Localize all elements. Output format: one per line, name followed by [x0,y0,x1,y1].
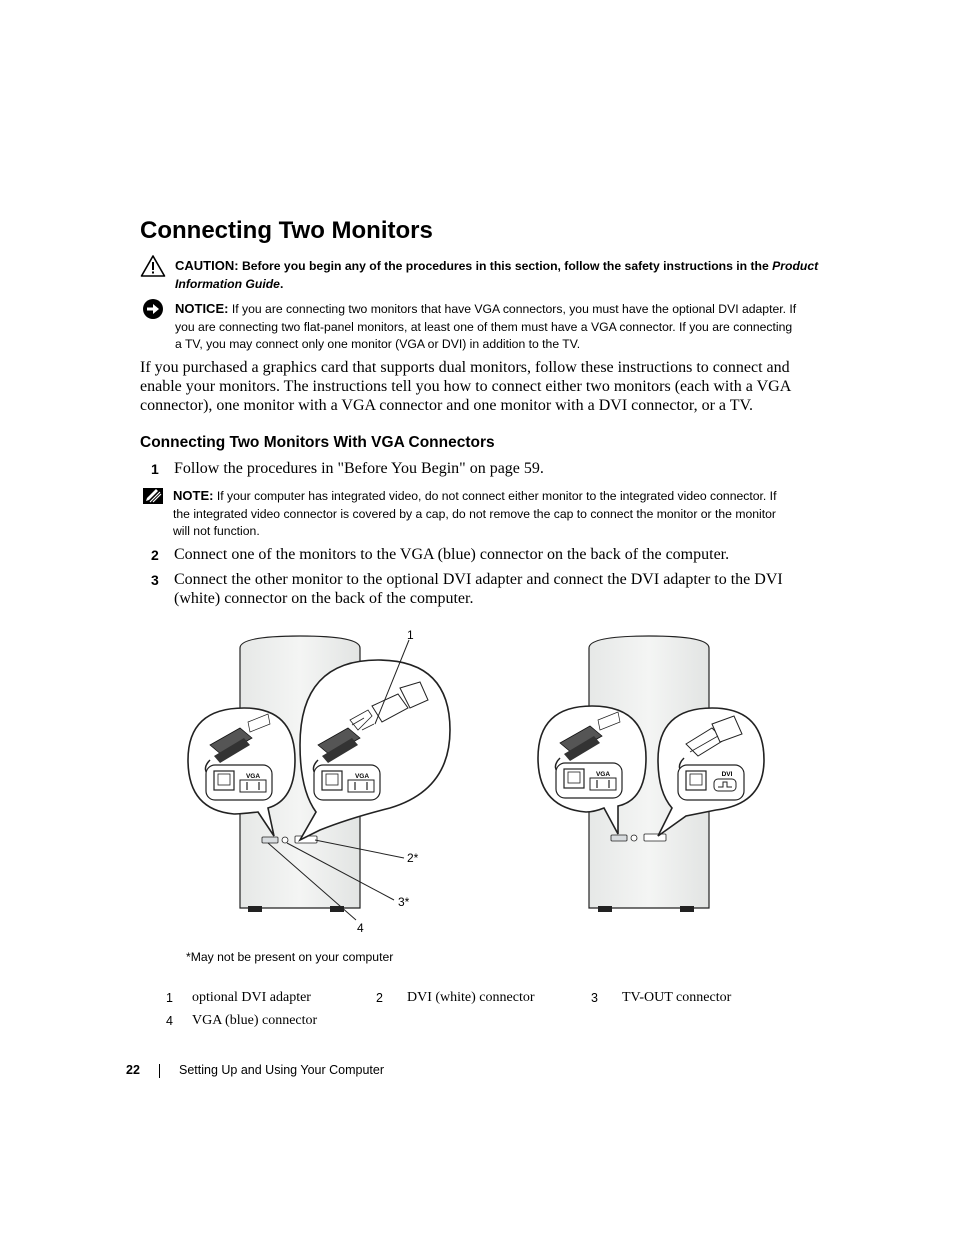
page-number: 22 [126,1063,140,1077]
legend-2-label: DVI (white) connector [407,990,535,1005]
legend-1-label: optional DVI adapter [192,990,311,1005]
tv-out-port [282,837,288,843]
callout-2: 2* [407,851,419,865]
vga-port [262,837,278,843]
dvi-label: DVI [721,771,733,778]
vga-label-1: VGA [245,773,261,780]
legend-4-num: 4 [166,1014,173,1028]
note-line-2: the integrated video connector is covered by a cap, do not remove the cap to connect the monitor or the monitor [173,506,776,521]
dvi-adapter-bubble [300,660,450,840]
caution-guide-title: Product Information Guide [175,259,819,291]
legend-3-label: TV-OUT connector [622,990,732,1005]
legend-4-label: VGA (blue) connector [192,1013,318,1028]
section-heading: Connecting Two Monitors With VGA Connectors [140,434,495,451]
legend-1-num: 1 [166,991,173,1005]
notice-label: NOTICE: [175,301,229,316]
footer-divider [159,1064,160,1078]
intro-line-2: enable your monitors. The instructions tell you how to connect either two monitors (each with a VGA [140,378,792,395]
notice-line-3: a TV, you may connect only one monitor (VGA or DVI) in addition to the TV. [175,337,581,351]
footer-section-title: Setting Up and Using Your Computer [179,1063,384,1077]
intro-line-1: If you purchased a graphics card that supports dual monitors, follow these instructions to connect and [140,359,790,376]
step-3-number: 3 [151,572,159,588]
callout-1: 1 [407,628,414,642]
step-3-line-2: (white) connector on the back of the computer. [174,590,474,607]
step-1-number: 1 [151,461,159,477]
caution-body: Before you begin any of the procedures in this section, follow the safety instructions in the [241,259,769,273]
callout-4: 4 [357,921,364,935]
legend-2-num: 2 [376,991,383,1005]
callout-3: 3* [398,895,410,909]
notice-line-2: you are connecting two flat-panel monitors, at least one of them must have a VGA connector. If you are connecting [175,319,793,334]
note-line-1: If your computer has integrated video, do not connect either monitor to the integrated video connector. If [216,489,777,503]
step-2-number: 2 [151,547,159,563]
legend-3-num: 3 [591,991,598,1005]
intro-line-3: connector), one monitor with a VGA connector and one monitor with a DVI connector, or a TV. [140,397,753,414]
notice-line-1: If you are connecting two monitors that have VGA connectors, you must have the optional DVI adapter. If [231,302,797,316]
figure-footnote: *May not be present on your computer [186,950,394,964]
vga-label-2: VGA [354,773,370,780]
note-line-3: will not function. [173,524,260,538]
vga-label-3: VGA [595,771,611,778]
note-label: NOTE: [173,488,214,503]
step-2-text: Connect one of the monitors to the VGA (blue) connector on the back of the computer. [174,546,730,563]
step-3-line-1: Connect the other monitor to the optional DVI adapter and connect the DVI adapter to the DVI [174,571,783,588]
page-title: Connecting Two Monitors [140,217,433,244]
right-dvi-bubble [658,708,764,836]
step-1-text: Follow the procedures in "Before You Begin" on page 59. [174,460,544,477]
caution-label: CAUTION: [175,258,239,273]
caution-end: . [279,276,284,291]
